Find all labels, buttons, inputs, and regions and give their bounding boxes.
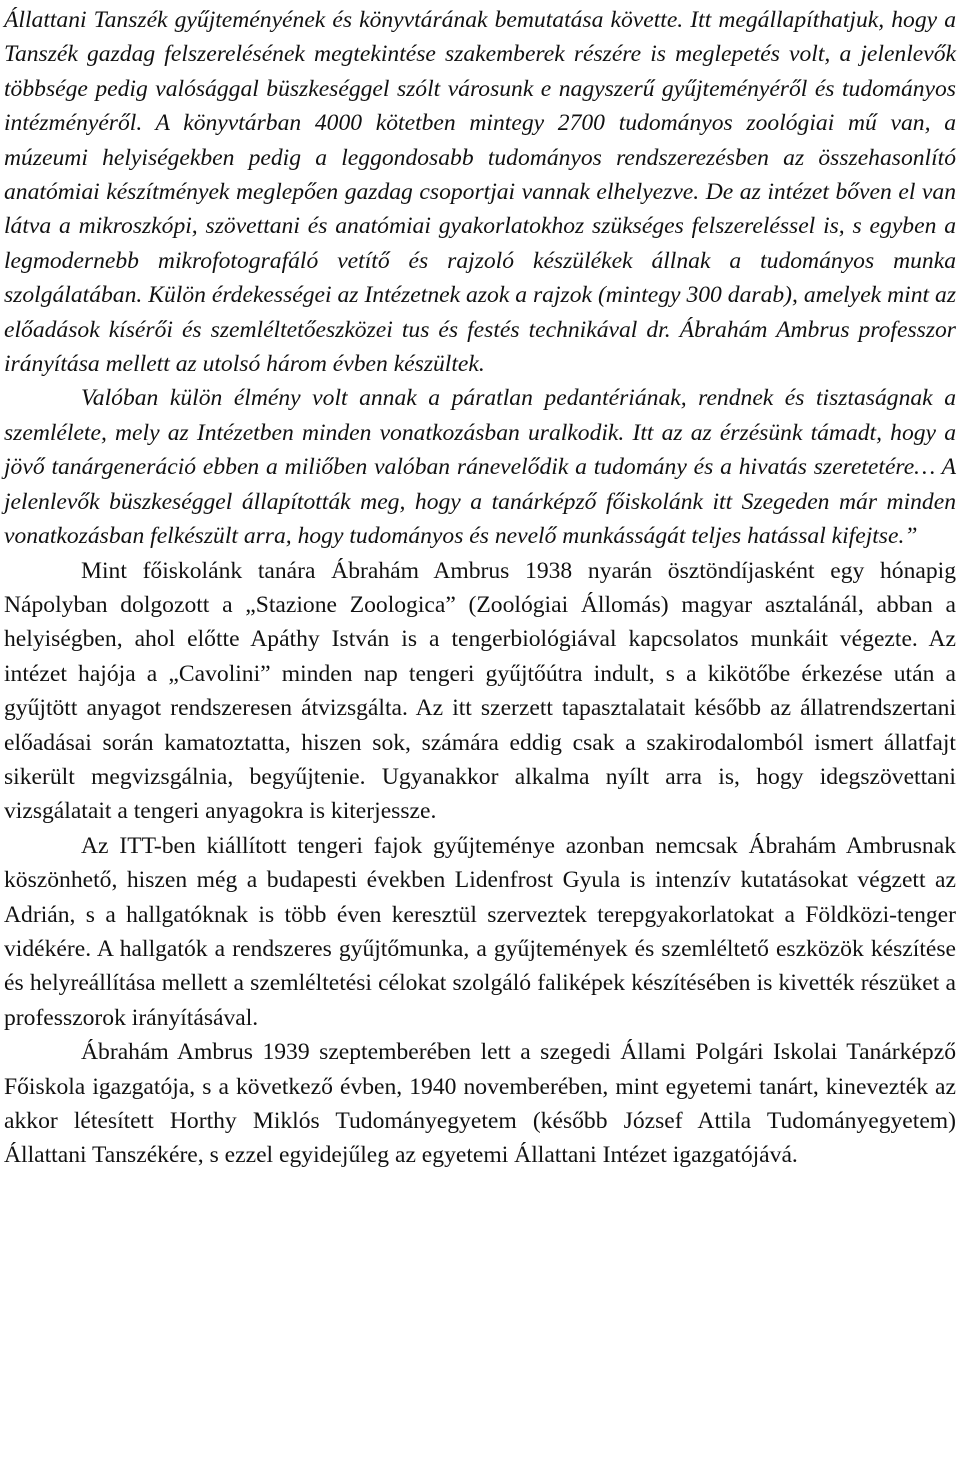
paragraph-quote-conclusion: Valóban külön élmény volt annak a páratlan pedantériának, rendnek és tisztaságnak a szemlélete, mely az Intézetben minden vonatkozásban uralkodik. Itt az az érzésünk támadt, hogy a jövő tanárgeneráció ebben a miliőben valóban ránevelődik a tudomány és a hivatás szeretetére… A jelenlevők büszkeséggel állapították meg, hogy a tanárképző főiskolánk itt Szegeden már minden vonatkozásban felkészült arra, hogy tudományos és nevelő munkásságát teljes hatással kifejtse.” xyxy=(4,385,956,550)
paragraph-appointment: Ábrahám Ambrus 1939 szeptemberében lett a szegedi Állami Polgári Iskolai Tanárképző Főiskola igazgatója, s a következő évben, 1940 novemberében, mint egyetemi tanárt, kinevezték az akkor létesített Horthy Miklós Tudományegyetem (később József Attila Tudományegyetem) Állattani Tanszékére, s ezzel egyidejűleg az egyetemi Állattani Intézet igazgatójává. xyxy=(4,1039,956,1169)
paragraph-naples-stay: Mint főiskolánk tanára Ábrahám Ambrus 1938 nyarán ösztöndíjasként egy hónapig Nápolyban dolgozott a „Stazione Zoologica” (Zoológiai Állomás) magyar asztalánál, abban a helyiségben, ahol előtte Apáthy István is a tengerbiológiával kapcsolatos munkáit végezte. Az intézet hajója a „Cavolini” minden nap tengeri gyűjtőútra indult, s a kikötőbe érkezése után a gyűjtött anyagot rendszeresen átvizsgálta. Az itt szerzett tapasztalatait később az állatrendszertani előadásai során kamatoztatta, hiszen sok, számára eddig csak a szakirodalomból ismert állatfajt sikerült megvizsgálnia, begyűjtenie. Ugyanakkor alkalma nyílt arra is, hogy idegszövettani vizsgálatait a tengeri anyagokra is kiterjessze. xyxy=(4,557,956,825)
paragraph-exhibition-description: Állattani Tanszék gyűjteményének és könyvtárának bemutatása követte. Itt megállapíthatjuk, hogy a Tanszék gazdag felszerelésének megtekintése szakemberek részére is meglepetés volt, a jelenlevők többsége pedig valósággal büszkeséggel szólt városunk e nagyszerű gyűjteményéről és tudományos intézményéről. A könyvtárban 4000 kötetben mintegy 2700 tudományos zoológiai mű van, a múzeumi helyiségekben pedig a leggondosabb tudományos rendszerezésben az összehasonlító anatómiai készítmények meglepően gazdag csoportjai vannak elhelyezve. De az intézet bőven el van látva a mikroszkópi, szövettani és anatómiai gyakorlatokhoz szükséges felszereléssel is, s egyben a legmodernebb mikrofotografáló vetítő és rajzoló készülékek állnak a tudományos munka szolgálatában. Külön érdekességei az Intézetnek azok a rajzok (mintegy 300 darab), amelyek mint az előadások kísérői és szemléltetőeszközei tus és festés technikával dr. Ábrahám Ambrus professzor irányítása mellett az utolsó három évben készültek. xyxy=(4,7,956,378)
paragraph-marine-collection: Az ITT-ben kiállított tengeri fajok gyűjteménye azonban nemcsak Ábrahám Ambrusnak köszönhető, hiszen még a budapesti években Lidenfrost Gyula is intenzív kutatásokat végzett az Adrián, s a hallgatóknak is több éven keresztül szerveztek terepgyakorlatokat a Földközi-tenger vidékére. A hallgatók a rendszeres gyűjtőmunka, a gyűjtemények és szemléltető eszközök készítése és helyreállítása mellett a szemléltetési célokat szolgáló faliképek készítésében is kivették részüket a professzorok irányításával. xyxy=(4,832,956,1031)
